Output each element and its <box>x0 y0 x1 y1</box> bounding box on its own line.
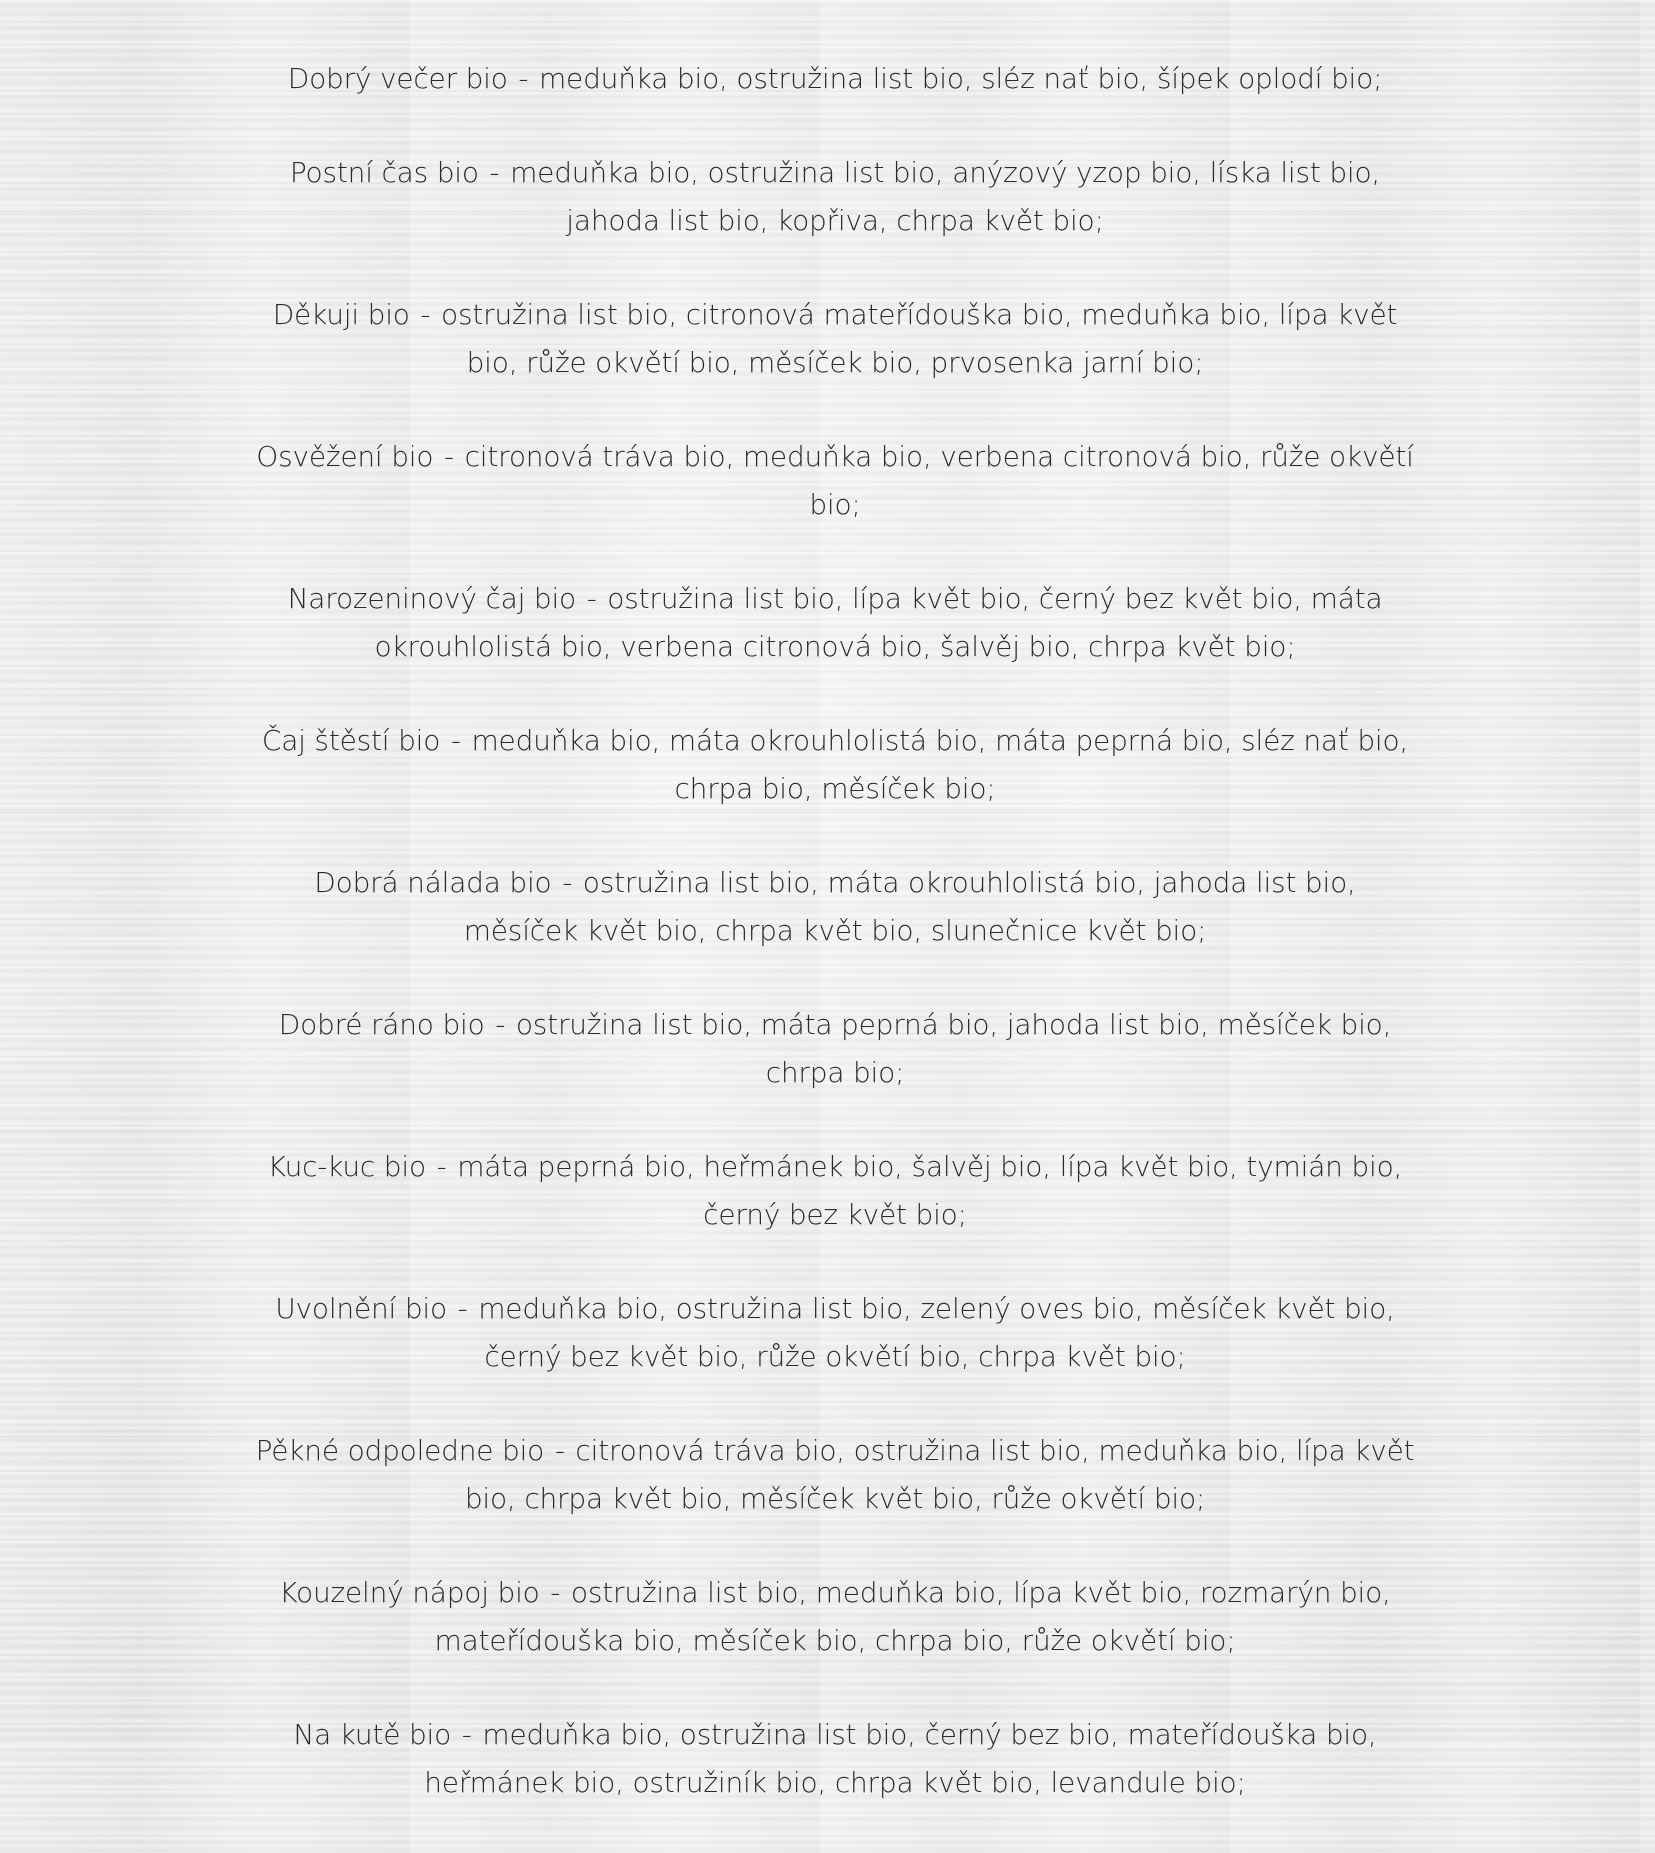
tea-ingredients: meduňka bio, máta okrouhlolistá bio, máta peprná bio, sléz nať bio, chrpa bio, měsíček bio; <box>471 724 1409 805</box>
tea-entry <box>255 55 1415 103</box>
tea-entry <box>255 1711 1415 1807</box>
tea-ingredients: meduňka bio, ostružina list bio, anýzový yzop bio, líska list bio, jahoda list bio, kopřiva, chrpa květ bio; <box>510 156 1381 237</box>
tea-ingredients: ostružina list bio, lípa květ bio, černý bez květ bio, máta okrouhlolistá bio, verbena citronová bio, šalvěj bio, chrpa květ bio; <box>374 582 1383 663</box>
tea-name: Osvěžení bio <box>256 440 434 473</box>
name-separator: - <box>495 1008 506 1041</box>
tea-name: Narozeninový čaj bio <box>287 582 576 615</box>
tea-name: Čaj štěstí bio <box>261 724 441 757</box>
tea-ingredients: máta peprná bio, heřmánek bio, šalvěj bio, lípa květ bio, tymián bio, černý bez květ bio; <box>457 1150 1403 1231</box>
tea-entry <box>255 149 1415 245</box>
tea-name: Dobré ráno bio <box>278 1008 485 1041</box>
name-separator: - <box>444 440 454 473</box>
tea-ingredients: ostružina list bio, citronová mateřídouška bio, meduňka bio, lípa květ bio, růže okvětí bio, měsíček bio, prvosenka jarní bio; <box>441 298 1398 379</box>
name-separator: - <box>586 582 597 615</box>
tea-name: Dobrý večer bio <box>287 62 508 95</box>
tea-entry <box>255 433 1415 529</box>
tea-entry <box>255 575 1415 671</box>
tea-entry <box>255 1427 1415 1523</box>
tea-entry <box>255 1001 1415 1097</box>
name-separator: - <box>457 1292 468 1325</box>
tea-ingredients: meduňka bio, ostružina list bio, sléz nať bio, šípek oplodí bio; <box>538 62 1383 95</box>
tea-ingredients: ostružina list bio, máta okrouhlolistá bio, jahoda list bio, měsíček květ bio, chrpa květ bio, slunečnice květ bio; <box>463 866 1356 947</box>
tea-name: Uvolnění bio <box>275 1292 447 1325</box>
tea-name: Pěkné odpoledne bio <box>255 1434 545 1467</box>
tea-ingredients: citronová tráva bio, meduňka bio, verbena citronová bio, růže okvětí bio; <box>464 440 1414 521</box>
name-separator: - <box>518 62 529 95</box>
name-separator: - <box>489 156 500 189</box>
name-separator: - <box>550 1576 561 1609</box>
tea-blend-list <box>255 55 1415 1853</box>
name-separator: - <box>450 724 461 757</box>
tea-name: Na kutě bio <box>293 1718 452 1751</box>
tea-ingredients: meduňka bio, ostružina list bio, černý bez bio, mateřídouška bio, heřmánek bio, ostružiník bio, chrpa květ bio, levandule bio; <box>424 1718 1377 1799</box>
tea-name: Kuc-kuc bio <box>267 1150 426 1183</box>
tea-ingredients: meduňka bio, ostružina list bio, zelený oves bio, měsíček květ bio, černý bez květ bio, růže okvětí bio, chrpa květ bio; <box>478 1292 1395 1373</box>
name-separator: - <box>562 866 573 899</box>
tea-name: Postní čas bio <box>289 156 479 189</box>
tea-entry <box>255 1285 1415 1381</box>
tea-name: Děkuji bio <box>272 298 410 331</box>
tea-entry <box>255 1143 1415 1239</box>
tea-ingredients: ostružina list bio, meduňka bio, lípa květ bio, rozmarýn bio, mateřídouška bio, měsíček bio, chrpa bio, růže okvětí bio; <box>434 1576 1391 1657</box>
tea-entry <box>255 291 1415 387</box>
tea-name: Kouzelný nápoj bio <box>279 1576 540 1609</box>
name-separator: - <box>554 1434 565 1467</box>
tea-entry <box>255 859 1415 955</box>
name-separator: - <box>461 1718 472 1751</box>
name-separator: - <box>436 1150 447 1183</box>
tea-ingredients: citronová tráva bio, ostružina list bio, meduňka bio, lípa květ bio, chrpa květ bio, měsíček květ bio, růže okvětí bio; <box>464 1434 1415 1515</box>
tea-entry <box>255 1569 1415 1665</box>
tea-entry <box>255 717 1415 813</box>
tea-name: Dobrá nálada bio <box>314 866 552 899</box>
name-separator: - <box>420 298 431 331</box>
tea-ingredients: ostružina list bio, máta peprná bio, jahoda list bio, měsíček bio, chrpa bio; <box>515 1008 1392 1089</box>
